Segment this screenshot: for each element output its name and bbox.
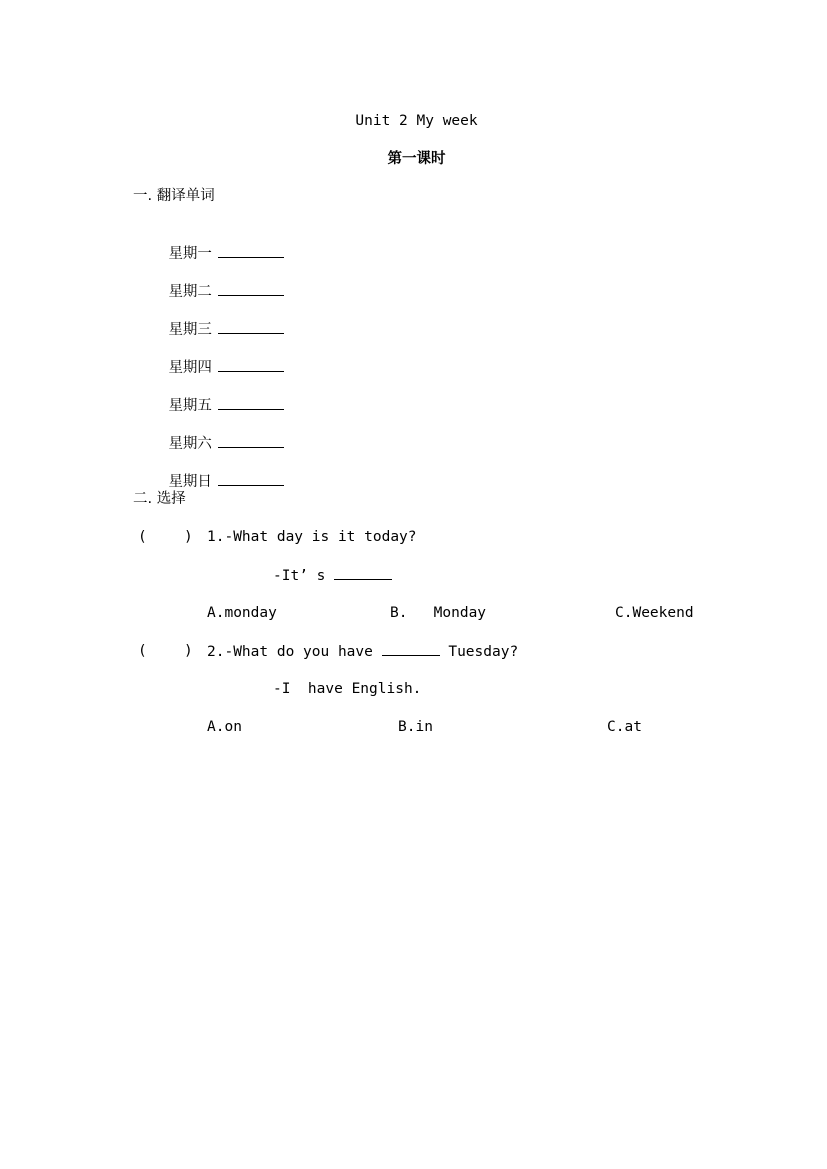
answer-blank[interactable] <box>218 281 284 296</box>
answer-paren-close: ) <box>184 529 193 545</box>
word-label: 星期一 <box>168 246 212 262</box>
question-1-text: 1.-What day is it today? <box>207 529 417 545</box>
word-label: 星期三 <box>168 322 212 338</box>
lesson-subtitle: 第一课时 <box>387 151 446 167</box>
section-1-heading: 一. 翻译单词 <box>133 188 215 204</box>
option-b[interactable]: B. Monday <box>390 605 487 621</box>
question-1-response <box>273 566 392 585</box>
option-a[interactable]: A.monday <box>207 605 277 621</box>
answer-blank[interactable] <box>218 243 284 258</box>
word-label: 星期六 <box>168 436 212 452</box>
answer-paren-open: ( <box>138 643 147 659</box>
option-c[interactable]: C.at <box>607 719 642 735</box>
question-2-start: 2.-What do you have <box>207 644 373 660</box>
section-2-heading: 二. 选择 <box>133 491 186 507</box>
question-2-blank[interactable] <box>382 642 440 656</box>
word-label: 星期二 <box>168 284 212 300</box>
response-blank[interactable] <box>334 566 392 580</box>
answer-paren-close: ) <box>184 643 193 659</box>
question-2-end: Tuesday? <box>448 644 519 660</box>
word-label: 星期日 <box>168 474 212 490</box>
answer-blank[interactable] <box>218 395 284 410</box>
answer-blank[interactable] <box>218 357 284 372</box>
option-b[interactable]: B.in <box>398 719 433 735</box>
answer-blank[interactable] <box>218 471 284 486</box>
page-title: Unit 2 My week <box>355 113 478 129</box>
question-2-response: -I have English. <box>273 681 422 697</box>
answer-paren-open: ( <box>138 529 147 545</box>
word-label: 星期五 <box>168 398 212 414</box>
answer-blank[interactable] <box>218 319 284 334</box>
word-label: 星期四 <box>168 360 212 376</box>
response-prefix: -It’ s <box>273 568 326 584</box>
option-a[interactable]: A.on <box>207 719 242 735</box>
answer-blank[interactable] <box>218 433 284 448</box>
option-c[interactable]: C.Weekend <box>615 605 694 621</box>
question-2-text <box>207 642 518 661</box>
